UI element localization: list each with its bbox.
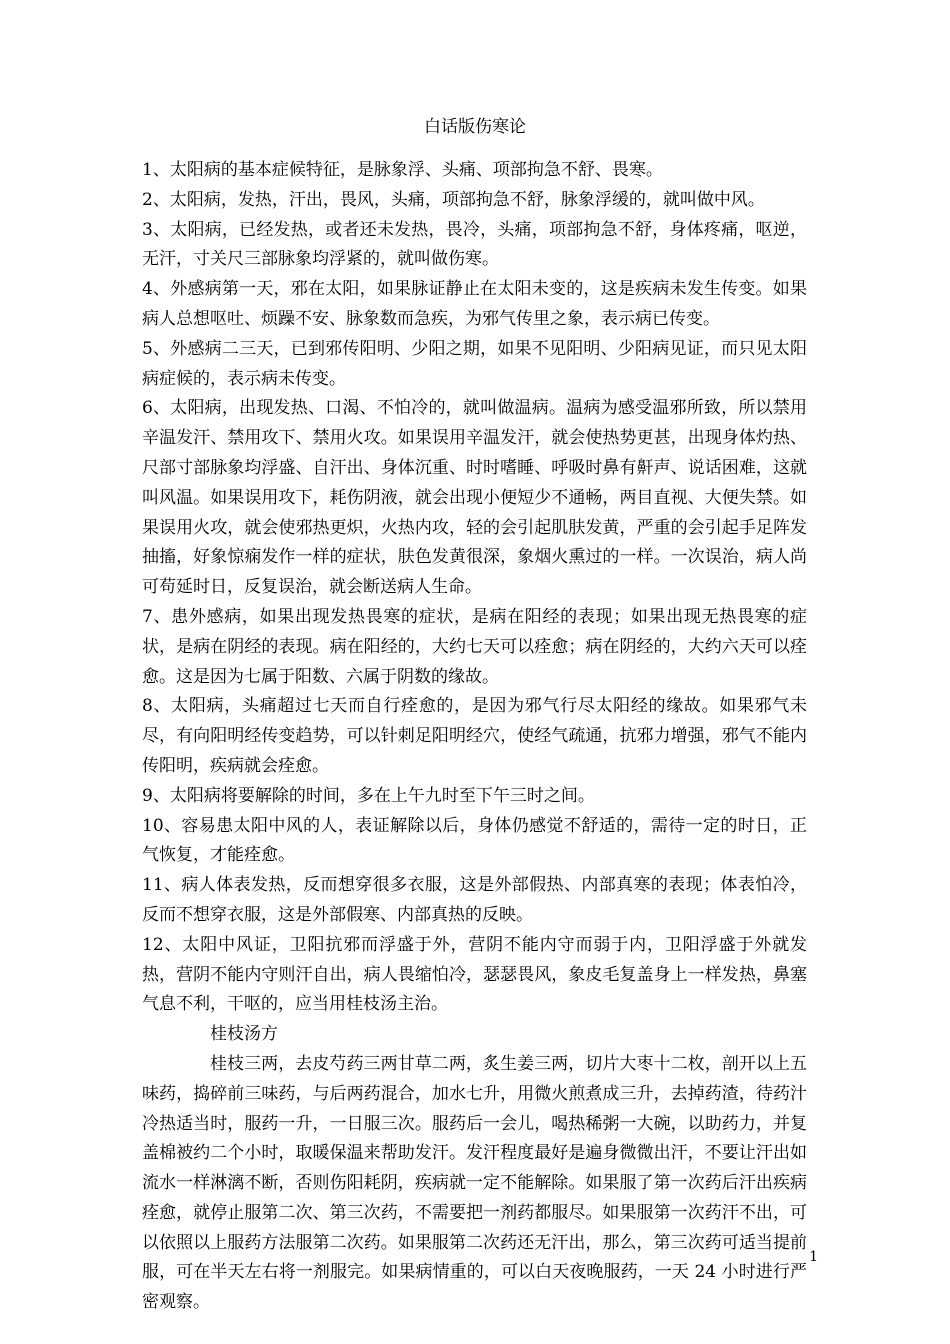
- document-body: [142, 156, 807, 1318]
- paragraph-1: 1、太阳病的基本症候特征，是脉象浮、头痛、项部拘急不舒、畏寒。: [142, 160, 663, 180]
- paragraph-2: 2、太阳病，发热，汗出，畏风，头痛，项部拘急不舒，脉象浮缓的，就叫做中风。: [142, 189, 765, 210]
- paragraph-6: 6、太阳病，出现发热、口渴、不怕冷的，就叫做温病。温病为感受温邪所致，所以禁用辛温发汗、禁用攻下、禁用火攻。如果误用辛温发汗，就会使热势更甚，出现身体灼热、尺部寸部脉象均浮盛、自汗出、身体沉重、时时嗜睡、呼吸时鼻有鼾声、说话困难，这就叫风温。如果误用攻下，耗伤阴液，就会出现小便短少不通畅，两目直视、大便失禁。如果误用火攻，就会使邪热更炽，火热内攻，轻的会引起肌肤发黄，严重的会引起手足阵发抽搐，好象惊痫发作一样的症状，肤色发黄很深，象烟火熏过的一样。一次误治，病人尚可苟延时日，反复误治，就会断送病人生命。: [142, 398, 807, 598]
- paragraph-10: 10、容易患太阳中风的人，表证解除以后，身体仍感觉不舒适的，需待一定的时日，正气恢复，才能痊愈。: [142, 815, 807, 866]
- paragraph-12: 12、太阳中风证，卫阳抗邪而浮盛于外，营阴不能内守而弱于内，卫阳浮盛于外就发热，营阴不能内守则汗自出，病人畏缩怕冷，瑟瑟畏风，象皮毛复盖身上一样发热，鼻塞气息不利，干呕的，应当用桂枝汤主治。: [142, 934, 807, 1015]
- paragraph-7: 7、患外感病，如果出现发热畏寒的症状，是病在阳经的表现；如果出现无热畏寒的症状，是病在阴经的表现。病在阳经的，大约七天可以痊愈；病在阴经的，大约六天可以痊愈。这是因为七属于阳数、六属于阴数的缘故。: [142, 606, 807, 687]
- document-title: 白话版伤寒论: [424, 117, 526, 137]
- paragraph-8: 8、太阳病，头痛超过七天而自行痊愈的，是因为邪气行尽太阳经的缘故。如果邪气未尽，有向阳明经传变趋势，可以针刺足阳明经穴，使经气疏通，抗邪力增强，邪气不能内传阳明，疾病就会痊愈。: [142, 696, 807, 776]
- paragraph-11: 11、病人体表发热，反而想穿很多衣服，这是外部假热、内部真寒的表现；体表怕冷，反而不想穿衣服，这是外部假寒、内部真热的反映。: [142, 875, 807, 925]
- formula-heading: 桂枝汤方: [210, 1024, 278, 1045]
- formula-text: 桂枝三两，去皮芍药三两甘草二两，炙生姜三两，切片大枣十二枚，剖开以上五味药，捣碎前三味药，与后两药混合，加水七升，用微火煎煮成三升，去掉药渣，待药汁冷热适当时，服药一升，一日服三次。服药后一会儿，喝热稀粥一大碗，以助药力，并复盖棉被约二个小时，取暖保温来帮助发汗。发汗程度最好是遍身微微出汗，不要让汗出如流水一样淋漓不断，否则伤阳耗阴，疾病就一定不能解除。如果服了第一次药后汗出疾病痊愈，就停止服第二次、第三次药，不需要把一剂药都服尽。如果服第一次药汗不出，可以依照以上服药方法服第二次药。如果服第二次药还无汗出，那么，第三次药可适当提前服，可在半天左右将一剂服完。如果病情重的，可以白天夜晚服药，一天 24 小时进行严密观察。: [142, 1053, 807, 1313]
- paragraph-3: 3、太阳病，已经发热，或者还未发热，畏冷，头痛，项部拘急不舒，身体疼痛，呕逆，无汗，寸关尺三部脉象均浮紧的，就叫做伤寒。: [142, 219, 807, 270]
- paragraph-4: 4、外感病第一天，邪在太阳，如果脉证静止在太阳未变的，这是疾病未发生传变。如果病人总想呕吐、烦躁不安、脉象数而急疾，为邪气传里之象，表示病已传变。: [142, 279, 807, 329]
- page-number: 1: [809, 1249, 818, 1265]
- paragraph-9: 9、太阳病将要解除的时间，多在上午九时至下午三时之间。: [142, 785, 595, 806]
- paragraph-5: 5、外感病二三天，已到邪传阳明、少阳之期，如果不见阳明、少阳病见证，而只见太阳病症候的，表示病未传变。: [142, 338, 807, 389]
